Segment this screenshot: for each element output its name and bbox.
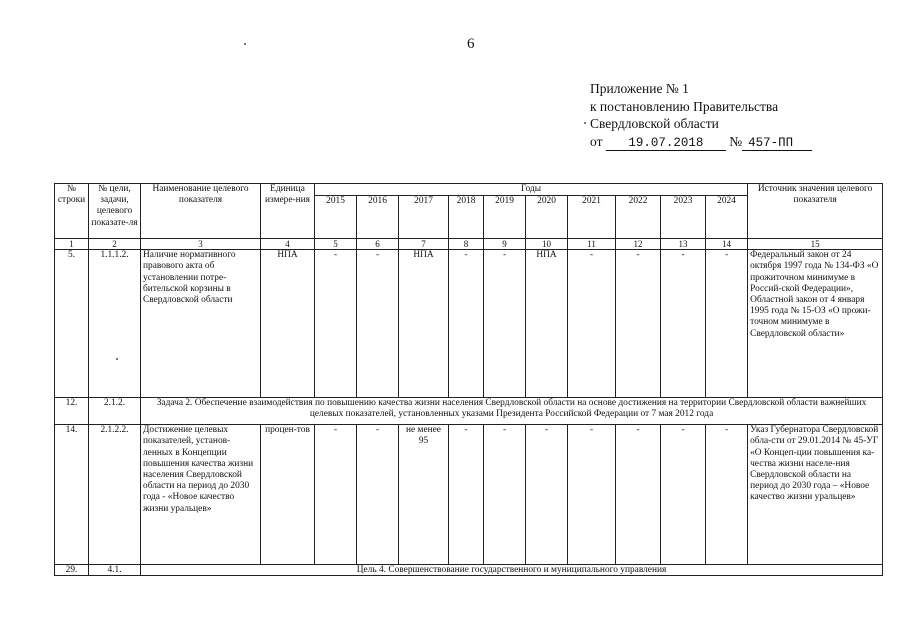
column-number: 1	[55, 239, 89, 250]
header-goal-number: № цели, задачи, целевого показате-ля	[89, 184, 141, 239]
header-year: 2020	[526, 196, 568, 239]
year-value: НПА	[399, 250, 449, 398]
year-value: -	[526, 425, 568, 565]
resolution-number: 457-ПП	[742, 137, 812, 151]
year-value: -	[661, 425, 706, 565]
column-number: 3	[141, 239, 261, 250]
header-row-number: № строки	[55, 184, 89, 239]
table-row	[55, 425, 883, 565]
column-number: 2	[89, 239, 141, 250]
year-value: -	[661, 250, 706, 398]
header-year: 2023	[661, 196, 706, 239]
source-text: Указ Губернатора Свердловской обла-сти от 29.01.2014 № 45-УГ «О Концеп-ции повышения ка-чества жизни населе-ния Свердловской области на период до 2030 года – «Новое качество жизни уральцев»	[748, 425, 883, 565]
task-title: Задача 2. Обеспечение взаимодействия по повышению качества жизни населения Свердловской области на основе достижения на территории Свердловской области важнейших целевых показателей, установленных указами Президента Российской Федерации от 7 мая 2012 года	[141, 398, 883, 425]
row-number: 12.	[55, 398, 89, 425]
column-number: 11	[568, 239, 616, 250]
indicator-name: Наличие нормативного правового акта об установлении потре-бительской корзины в Свердловской области	[141, 250, 261, 398]
header-year: 2016	[357, 196, 399, 239]
header-source: Источник значения целевого показателя	[748, 184, 883, 239]
year-value: -	[706, 425, 748, 565]
indicators-table	[54, 183, 883, 576]
goal-number: 4.1.	[89, 565, 141, 576]
source-text: Федеральный закон от 24 октября 1997 года № 134-ФЗ «О прожиточном минимуме в Россий-ской Федерации», Областной закон от 4 января 1995 года № 15-ОЗ «О прожи-точном минимуме в Свердловской области»	[748, 250, 883, 398]
header-year: 2015	[315, 196, 357, 239]
year-value: -	[568, 250, 616, 398]
column-number: 5	[315, 239, 357, 250]
goal-row	[55, 565, 883, 576]
appendix-date-line	[590, 133, 890, 151]
column-number: 4	[261, 239, 315, 250]
column-number: 6	[357, 239, 399, 250]
appendix-block	[590, 80, 890, 151]
appendix-title: Приложение № 1	[590, 81, 689, 96]
header-year: 2017	[399, 196, 449, 239]
indicator-name: Достижение целевых показателей, установ-ленных в Концепции повышения качества жизни населения Свердловской области на период до 2030 года - «Новое качество жизни уральцев»	[141, 425, 261, 565]
year-value: -	[616, 425, 661, 565]
year-value: -	[315, 425, 357, 565]
resolution-date: 19.07.2018	[606, 137, 726, 151]
year-value: -	[315, 250, 357, 398]
column-number: 14	[706, 239, 748, 250]
year-value: -	[449, 425, 484, 565]
header-row	[55, 184, 883, 196]
scan-speck	[244, 43, 246, 45]
goal-number: 2.1.2.	[89, 398, 141, 425]
year-value: -	[568, 425, 616, 565]
appendix-resolution: к постановлению Правительства	[590, 98, 779, 114]
year-value: НПА	[526, 250, 568, 398]
year-value: не менее 95	[399, 425, 449, 565]
header-year: 2021	[568, 196, 616, 239]
year-value: -	[357, 250, 399, 398]
column-number: 13	[661, 239, 706, 250]
header-year: 2019	[484, 196, 526, 239]
year-value: -	[706, 250, 748, 398]
header-year: 2022	[616, 196, 661, 239]
table-row	[55, 250, 883, 398]
header-year: 2024	[706, 196, 748, 239]
appendix-region: Свердловской области	[590, 116, 719, 131]
column-number: 12	[616, 239, 661, 250]
year-value: -	[484, 425, 526, 565]
goal-number: 1.1.1.2.	[89, 250, 141, 398]
page-number: 6	[467, 36, 475, 52]
column-number: 15	[748, 239, 883, 250]
column-number: 7	[399, 239, 449, 250]
date-prefix: от	[590, 133, 603, 149]
row-number: 5.	[55, 250, 89, 398]
column-number: 9	[484, 239, 526, 250]
header-unit: Единица измере-ния	[261, 184, 315, 239]
goal-title: Цель 4. Совершенствование государственного и муниципального управления	[141, 565, 883, 576]
header-years: Годы	[315, 184, 748, 196]
number-prefix: №	[729, 133, 743, 149]
row-number: 29.	[55, 565, 89, 576]
row-number: 14.	[55, 425, 89, 565]
goal-number: 2.1.2.2.	[89, 425, 141, 565]
year-value: -	[616, 250, 661, 398]
column-number: 8	[449, 239, 484, 250]
unit: процен-тов	[261, 425, 315, 565]
scan-speck	[584, 122, 586, 124]
column-numbers-row	[55, 239, 883, 250]
header-indicator-name: Наименование целевого показателя	[141, 184, 261, 239]
column-number: 10	[526, 239, 568, 250]
year-value: -	[357, 425, 399, 565]
unit: НПА	[261, 250, 315, 398]
year-value: -	[449, 250, 484, 398]
task-row	[55, 398, 883, 425]
header-year: 2018	[449, 196, 484, 239]
year-value: -	[484, 250, 526, 398]
